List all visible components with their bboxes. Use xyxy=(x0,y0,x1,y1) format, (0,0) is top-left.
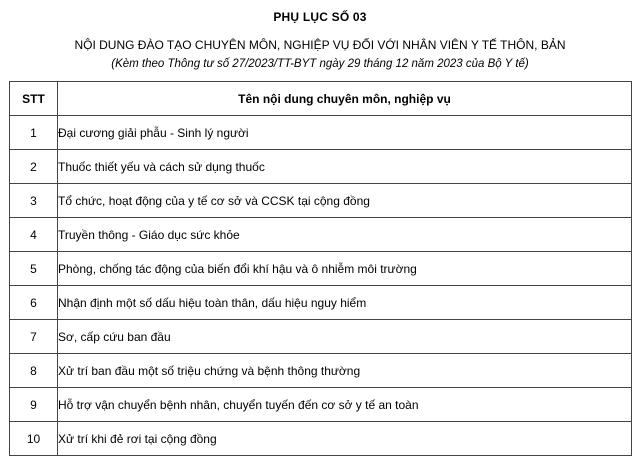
stt-column-header: STT xyxy=(10,82,58,116)
table-row xyxy=(10,218,632,252)
row-content: Truyền thông - Giáo dục sức khỏe xyxy=(58,218,632,252)
row-content: Phòng, chống tác động của biến đổi khí hậu và ô nhiễm môi trường xyxy=(58,252,632,286)
row-number: 1 xyxy=(10,116,58,150)
content-column-header: Tên nội dung chuyên môn, nghiệp vụ xyxy=(58,82,632,116)
row-content: Hỗ trợ vận chuyển bệnh nhân, chuyển tuyến đến cơ sở y tế an toàn xyxy=(58,388,632,422)
row-number: 3 xyxy=(10,184,58,218)
row-number: 4 xyxy=(10,218,58,252)
row-number: 7 xyxy=(10,320,58,354)
table-row xyxy=(10,150,632,184)
row-content: Xử trí khi đẻ rơi tại cộng đồng xyxy=(58,422,632,456)
row-number: 2 xyxy=(10,150,58,184)
row-content: Thuốc thiết yếu và cách sử dụng thuốc xyxy=(58,150,632,184)
table-row xyxy=(10,286,632,320)
appendix-reference-note: (Kèm theo Thông tư số 27/2023/TT-BYT ngày 29 tháng 12 năm 2023 của Bộ Y tế) xyxy=(111,58,529,70)
table-row xyxy=(10,320,632,354)
row-number: 9 xyxy=(10,388,58,422)
table-row xyxy=(10,116,632,150)
row-number: 8 xyxy=(10,354,58,388)
row-content: Đại cương giải phẫu - Sinh lý người xyxy=(58,116,632,150)
table-header-row xyxy=(10,82,632,116)
table-row xyxy=(10,388,632,422)
table-row xyxy=(10,422,632,456)
row-content: Xử trí ban đầu một số triệu chứng và bệnh thông thường xyxy=(58,354,632,388)
row-content: Tổ chức, hoạt động của y tế cơ sở và CCSK tại cộng đồng xyxy=(58,184,632,218)
row-number: 10 xyxy=(10,422,58,456)
appendix-title: PHỤ LỤC SỐ 03 xyxy=(273,10,367,24)
row-content: Sơ, cấp cứu ban đầu xyxy=(58,320,632,354)
training-content-table xyxy=(9,81,632,456)
appendix-subtitle: NỘI DUNG ĐÀO TẠO CHUYÊN MÔN, NGHIỆP VỤ ĐỐI VỚI NHÂN VIÊN Y TẾ THÔN, BẢN xyxy=(74,38,566,52)
row-number: 6 xyxy=(10,286,58,320)
table-row xyxy=(10,252,632,286)
row-number: 5 xyxy=(10,252,58,286)
table-row xyxy=(10,184,632,218)
row-content: Nhận định một số dấu hiệu toàn thân, dấu hiệu nguy hiểm xyxy=(58,286,632,320)
table-row xyxy=(10,354,632,388)
